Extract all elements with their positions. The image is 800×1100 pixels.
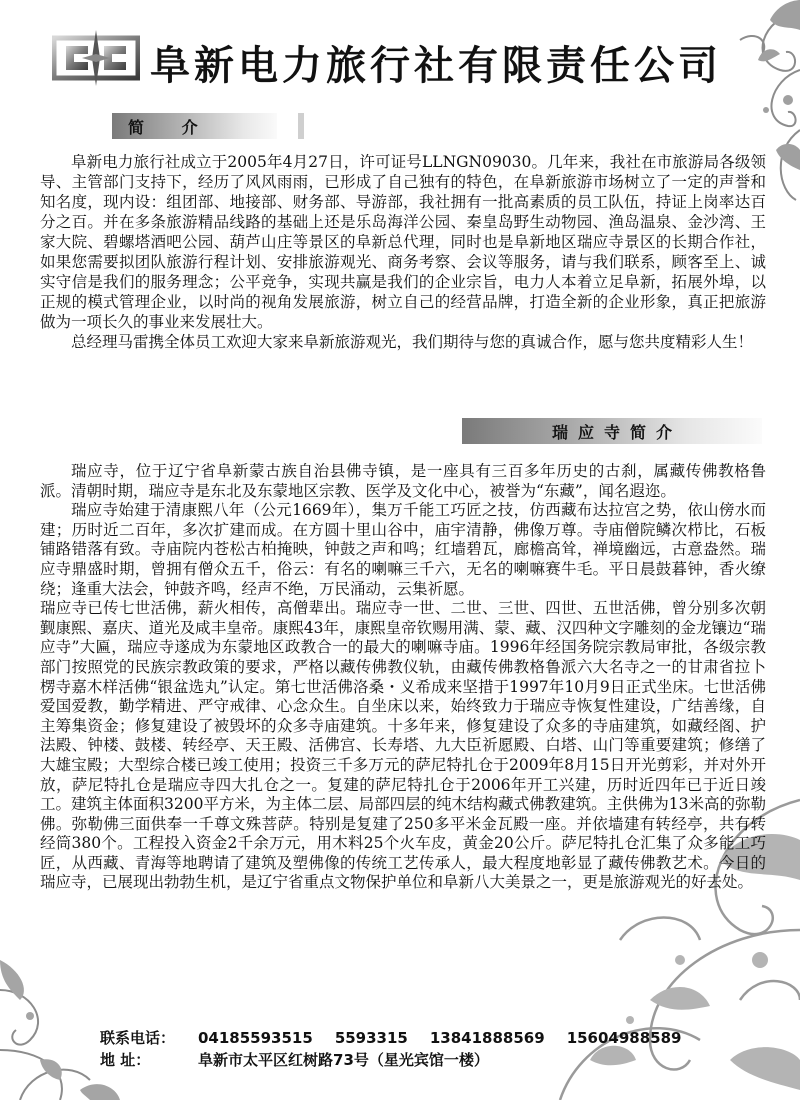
address-label: 地 址：: [100, 1051, 151, 1069]
phone-row: [100, 1027, 720, 1049]
contact-block: [100, 1027, 720, 1071]
intro-heading: 简 介: [128, 118, 214, 137]
temple-heading: 瑞应寺简介: [552, 423, 683, 442]
intro-text: [40, 152, 766, 352]
heading-bar-divider: [298, 113, 304, 139]
intro-paragraph: 阜新电力旅行社成立于2005年4月27日，许可证号LLNGN09030。几年来，我社在市旅游局各级领导、主管部门支持下，经历了风风雨雨，已形成了自己独有的特色，在阜新旅游市场树立了一定的声誉和知名度，现内设：组团部、地接部、财务部、导游部，我社拥有一批高素质的员工队伍，持证上岗率达百分之百。并在多条旅游精品线路的基础上还是乐岛海洋公园、秦皇岛野生动物园、渔岛温泉、金沙湾、王家大院、碧螺塔酒吧公园、葫芦山庄等景区的阜新总代理，同时也是阜新地区瑞应寺景区的长期合作社，如果您需要拟团队旅游行程计划、安排旅游观光、商务考察、会议等服务，请与我们联系，顾客至上、诚实守信是我们的服务理念；公平竞争，实现共赢是我们的企业宗旨，电力人本着立足阜新，拓展外埠，以正规的模式管理企业，以时尚的视角发展旅游，树立自己的经营品牌，打造全新的企业形象，真正把旅游做为一项长久的事业来发展壮大。: [40, 153, 766, 331]
temple-heading-bar: [462, 418, 762, 444]
company-logo-icon: [52, 28, 140, 88]
phone-number: 04185593515: [198, 1029, 313, 1047]
address-value: 阜新市太平区红树路73号（星光宾馆一楼）: [198, 1051, 489, 1069]
phone-number: 15604988589: [566, 1029, 682, 1047]
phone-label: 联系电话：: [100, 1029, 176, 1047]
temple-text: [40, 462, 766, 893]
intro-paragraph: 总经理马雷携全体员工欢迎大家来阜新旅游观光，我们期待与您的真诚合作，愿与您共度精彩人生！: [71, 333, 754, 351]
temple-paragraph: 瑞应寺始建于清康熙八年（公元1669年），集万千能工巧匠之技，仿西藏布达拉宫之势，依山傍水而建；历时近二百年，多次扩建而成。在方圆十里山谷中，庙宇清静，佛像万尊。寺庙僧院鳞次栉比，石板铺路错落有致。寺庙院内苍松古柏掩映，钟鼓之声和鸣；红墙碧瓦，廊檐高耸，禅境幽远，古意盎然。瑞应寺鼎盛时期，曾拥有僧众五千，俗云：有名的喇嘛三千六，无名的喇嘛赛牛毛。平日晨鼓暮钟，香火缭绕；逢重大法会，钟鼓齐鸣，经声不绝，万民涌动，云集祈愿。: [40, 501, 766, 598]
temple-paragraph: 瑞应寺，位于辽宁省阜新蒙古族自治县佛寺镇，是一座具有三百多年历史的古刹，属藏传佛教格鲁派。清朝时期，瑞应寺是东北及东蒙地区宗教、医学及文化中心，被誉为“东藏”，闻名遐迩。: [40, 462, 766, 500]
intro-heading-bar: [112, 113, 277, 139]
address-row: [100, 1049, 720, 1071]
temple-paragraph: 瑞应寺已传七世活佛，薪火相传，高僧辈出。瑞应寺一世、二世、三世、四世、五世活佛，曾分别多次朝觐康熙、嘉庆、道光及咸丰皇帝。康熙43年，康熙皇帝钦赐用满、蒙、藏、汉四种文字雕刻的金龙镶边“瑞应寺”大匾，瑞应寺遂成为东蒙地区政教合一的最大的喇嘛寺庙。1996年经国务院宗教局审批，各级宗教部门按照党的民族宗教政策的要求，严格以藏传佛教仪轨，由藏传佛教格鲁派六大名寺之一的甘肃省拉卜楞寺嘉木样活佛“银盆选丸”认定。第七世活佛洛桑・义希成来坚措于1997年10月9日正式坐床。七世活佛爱国爱教，勤学精进、严守戒律、心念众生。自坐床以来，始终致力于瑞应寺恢复性建设，广结善缘，自主筹集资金；修复建设了被毁坏的众多寺庙建筑。十多年来，修复建设了众多的寺庙建筑，如藏经阁、护法殿、钟楼、鼓楼、转经亭、天王殿、活佛宫、长寿塔、九大臣祈愿殿、白塔、山门等重要建筑；修缮了大雄宝殿；大型综合楼已竣工使用；投资三千多万元的萨尼特扎仓于2009年8月15日开光剪彩，并对外开放，萨尼特扎仓是瑞应寺四大扎仓之一。复建的萨尼特扎仓于2006年开工兴建，历时近四年已于近日竣工。建筑主体面积3200平方米，为主体二层、局部四层的纯木结构藏式佛教建筑。主供佛为13米高的弥勒佛。弥勒佛三面供奉一千尊文殊菩萨。特别是复建了250多平米金瓦殿一座。并依墙建有转经亭，共有转经筒380个。工程投入资金2千余万元，用木料25个火车皮，黄金20公斤。萨尼特扎仓汇集了众多能工巧匠，从西藏、青海等地聘请了建筑及塑佛像的传统工艺传承人，最大程度地彰显了藏传佛教艺术。今日的瑞应寺，已展现出勃勃生机，是辽宁省重点文物保护单位和阜新八大美景之一，更是旅游观光的好去处。: [40, 599, 766, 892]
phone-number: 5593315: [334, 1029, 408, 1047]
phone-number: 13841888569: [429, 1029, 545, 1047]
company-name: 阜新电力旅行社有限责任公司: [150, 43, 722, 89]
